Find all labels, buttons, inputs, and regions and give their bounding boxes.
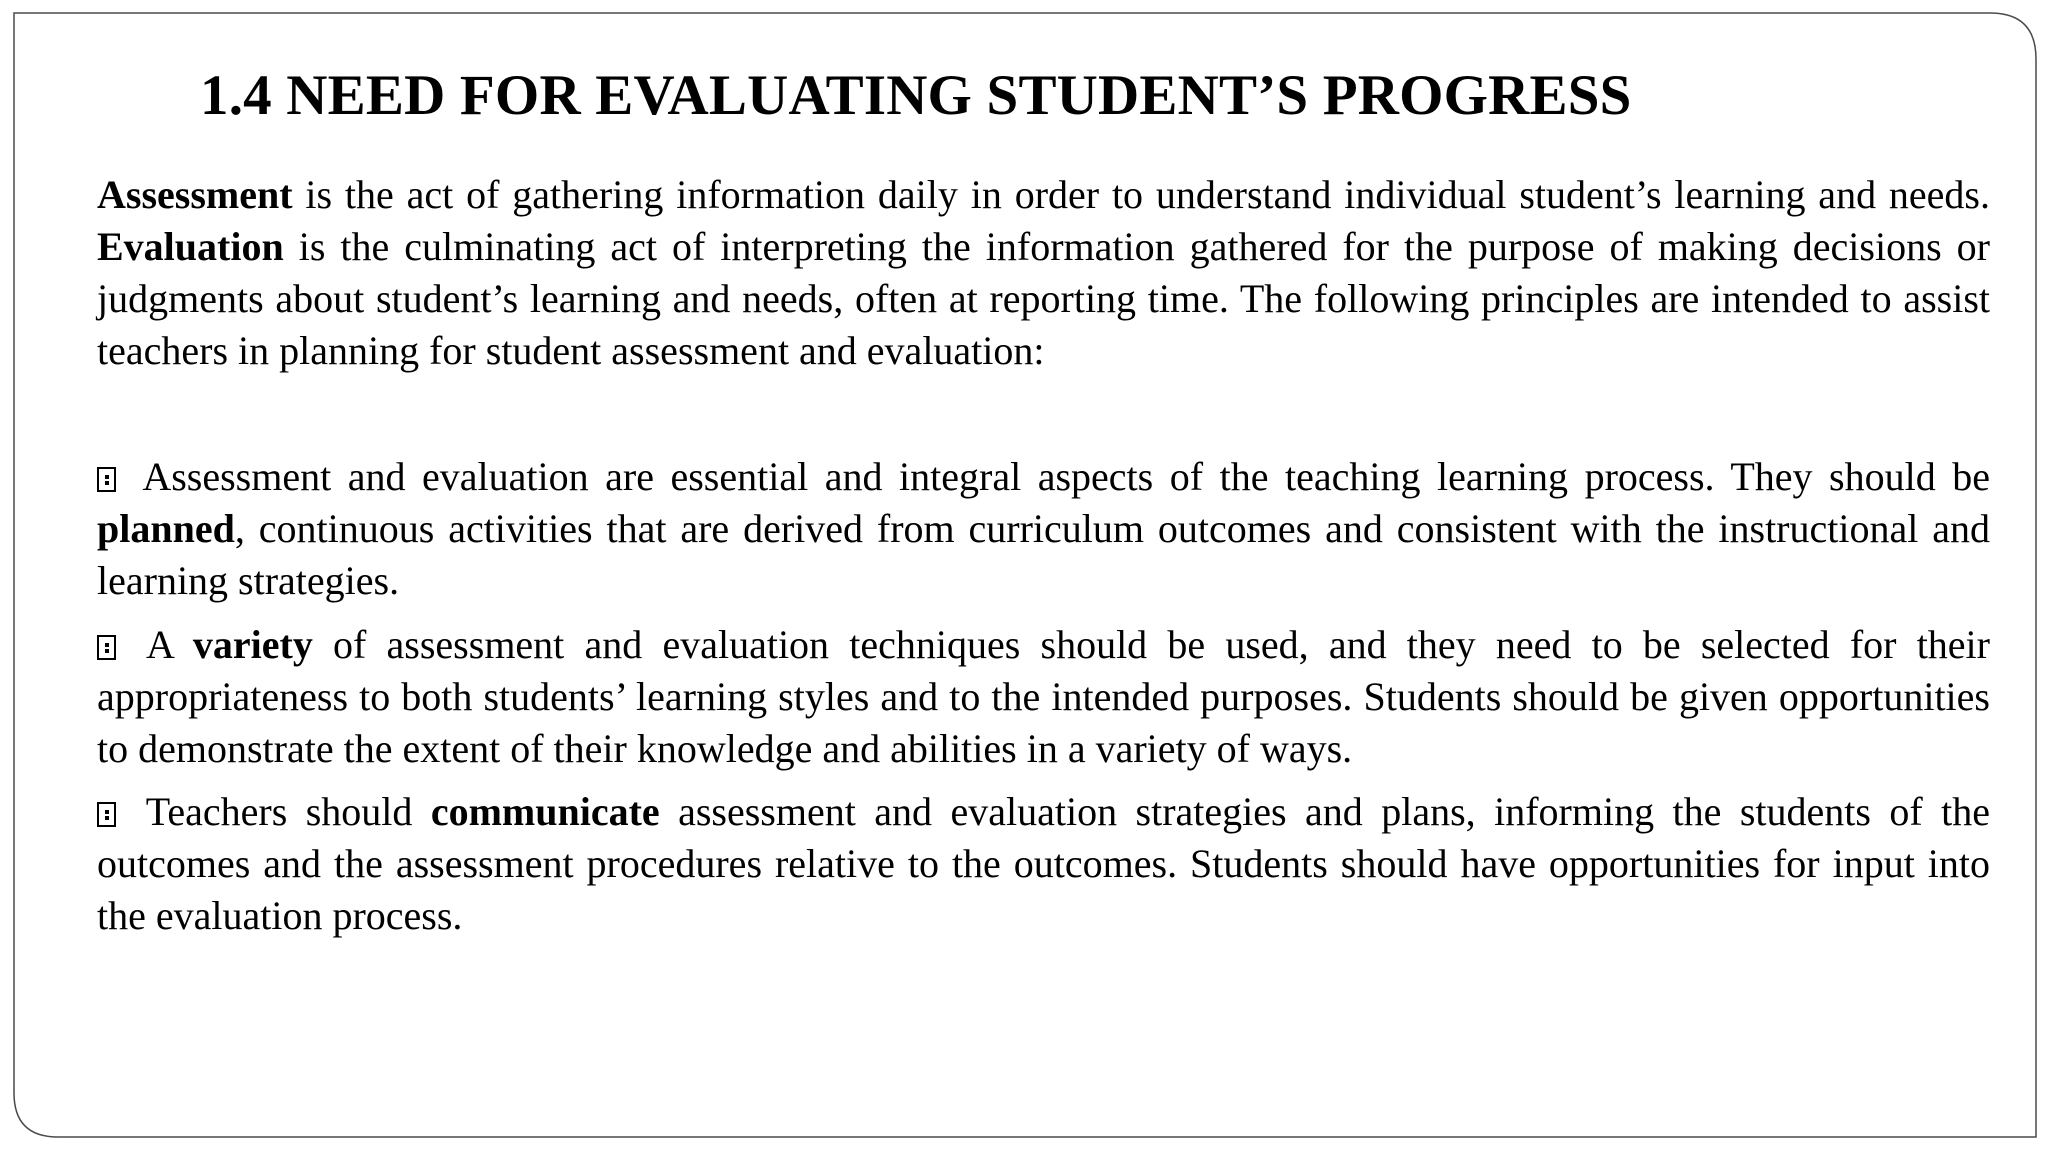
intro-paragraph <box>97 169 1990 377</box>
bullet-text-before: A <box>128 622 193 667</box>
slide-title: 1.4 NEED FOR EVALUATING STUDENT’S PROGRESS <box>200 64 1632 127</box>
term-evaluation: Evaluation <box>97 224 284 269</box>
term-assessment: Assessment <box>97 172 293 217</box>
intro-text-2: is the culminating act of interpreting the information gathered for the purpose of making decisions or judgments about student’s learning and needs, often at reporting time. The following principles are intended to assist teachers in planning for student assessment and evaluation: <box>97 224 1990 373</box>
bullet-keyword: variety <box>192 622 313 667</box>
bullet-item-variety <box>97 619 1990 775</box>
bullet-keyword: planned <box>97 506 235 551</box>
bullet-item-planned <box>97 451 1990 607</box>
bullet-item-communicate <box>97 786 1990 942</box>
bullet-text-after: , continuous activities that are derived from curriculum outcomes and consistent with the instructional and learning strategies. <box>97 506 1990 603</box>
bullet-text-after: assessment and evaluation strategies and plans, informing the students of the outcomes and the assessment procedures relative to the outcomes. Students should have opportunities for input into the evaluation process. <box>97 789 1991 938</box>
bullet-text-before: Assessment and evaluation are essential and integral aspects of the teaching learning process. They should be <box>128 454 1990 499</box>
missing-glyph-icon <box>97 635 116 660</box>
bullet-text-before: Teachers should <box>128 789 431 834</box>
bullet-text-after: of assessment and evaluation techniques should be used, and they need to be selected for their appropriateness to both students’ learning styles and to the intended purposes. Students should be given opportunities to demonstrate the extent of their knowledge and abilities in a variety of ways. <box>97 622 1990 771</box>
bullet-keyword: communicate <box>430 789 660 834</box>
intro-text-1: is the act of gathering information daily in order to understand individual student’s learning and needs. <box>292 172 1990 217</box>
missing-glyph-icon <box>97 467 116 492</box>
missing-glyph-icon <box>97 802 116 827</box>
